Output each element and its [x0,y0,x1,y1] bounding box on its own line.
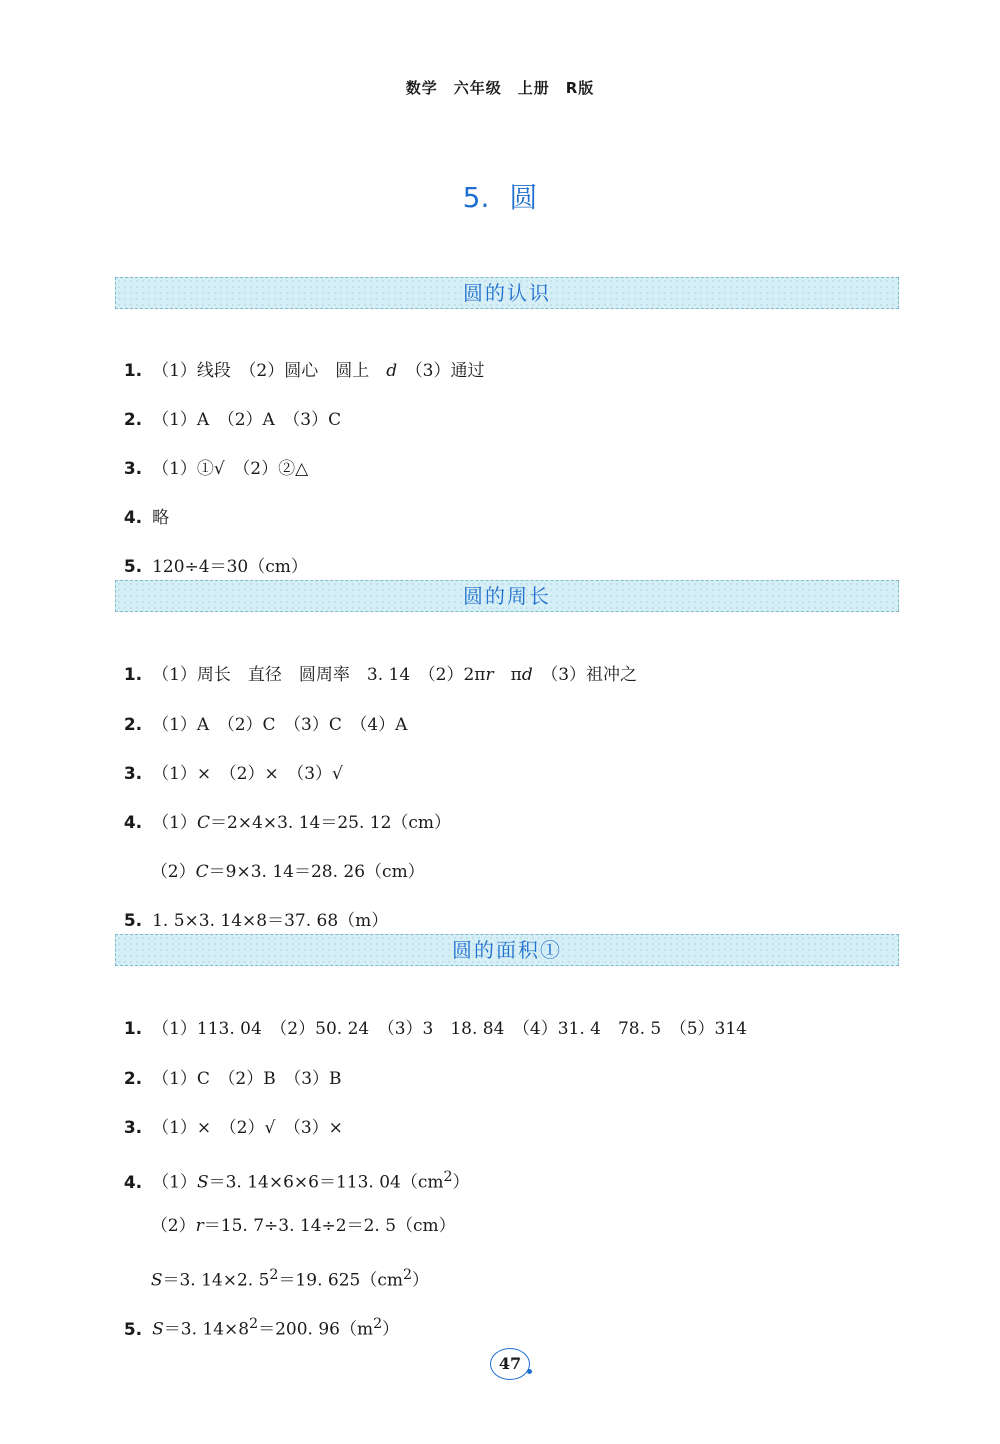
answer-line: 1. （1）113. 04 （2）50. 24 （3）3 18. 84 （4）31. 4 78. 5 （5）314 [123,1019,747,1039]
header-edition: R版 [565,79,595,97]
answer-line: 4. （1）C＝2×4×3. 14＝25. 12（cm） [123,813,452,833]
header-subject: 数学 [405,79,438,97]
section-banner-circle-basics: 圆的认识 [115,277,899,309]
answer-line: 2. （1）A （2）C （3）C （4）A [123,715,408,735]
answer-line: （2）r＝15. 7÷3. 14÷2＝2. 5（cm） [150,1216,456,1236]
answer-line: 2. （1）C （2）B （3）B [123,1069,342,1089]
question-number: 4. [123,813,143,833]
chapter-number: 5. [462,181,490,214]
answer-line: 5. 120÷4＝30（cm） [123,557,308,577]
chapter-name: 圆 [509,181,538,214]
answer-line: 3. （1）× （2）√ （3）× [123,1118,343,1138]
question-number: 4. [123,1172,143,1193]
question-number: 2. [123,410,143,430]
question-number: 3. [123,1118,143,1138]
question-number: 4. [123,508,143,528]
page-number: 47 [490,1348,530,1380]
answer-line: S＝3. 14×2. $5^2=19$. $625(cm^2)$ [150,1267,429,1291]
question-number: 5. [123,911,143,931]
question-number: 1. [123,361,143,381]
question-number: 3. [123,764,143,784]
answer-line: 5. S＝3. $14\times 8^2=200$. $96(m^2)$ [123,1316,400,1340]
section-banner-circumference: 圆的周长 [115,580,899,612]
answer-line: 4. 略 [123,508,170,528]
chapter-title [0,176,1000,216]
question-number: 3. [123,459,143,479]
question-number: 5. [123,1319,143,1340]
question-number: 2. [123,715,143,735]
answer-line: 1. （1）线段 （2）圆心 圆上 d （3）通过 [123,361,485,381]
header-volume: 上册 [517,79,550,97]
answer-line: 1. （1）周长 直径 圆周率 3. 14 （2）2πr πd （3）祖冲之 [123,665,638,685]
section-banner-area: 圆的面积① [115,934,899,966]
answer-line: 3. （1）①√ （2）②△ [123,459,309,479]
question-number: 1. [123,1019,143,1039]
question-number: 1. [123,665,143,685]
answer-line: 4. （1）S＝3. 14×6×6＝113. $04(cm^2)$ [123,1169,470,1193]
answer-line: （2）C＝9×3. 14＝28. 26（cm） [150,862,425,882]
answer-line: 3. （1）× （2）× （3）√ [123,764,343,784]
question-number: 2. [123,1069,143,1089]
answer-line: 2. （1）A （2）A （3）C [123,410,342,430]
answer-line: 5. 1. 5×3. 14×8＝37. 68（m） [123,911,389,931]
header-grade: 六年级 [453,79,502,97]
question-number: 5. [123,557,143,577]
page-number-dot-icon [527,1369,532,1374]
page-header [0,77,1000,98]
